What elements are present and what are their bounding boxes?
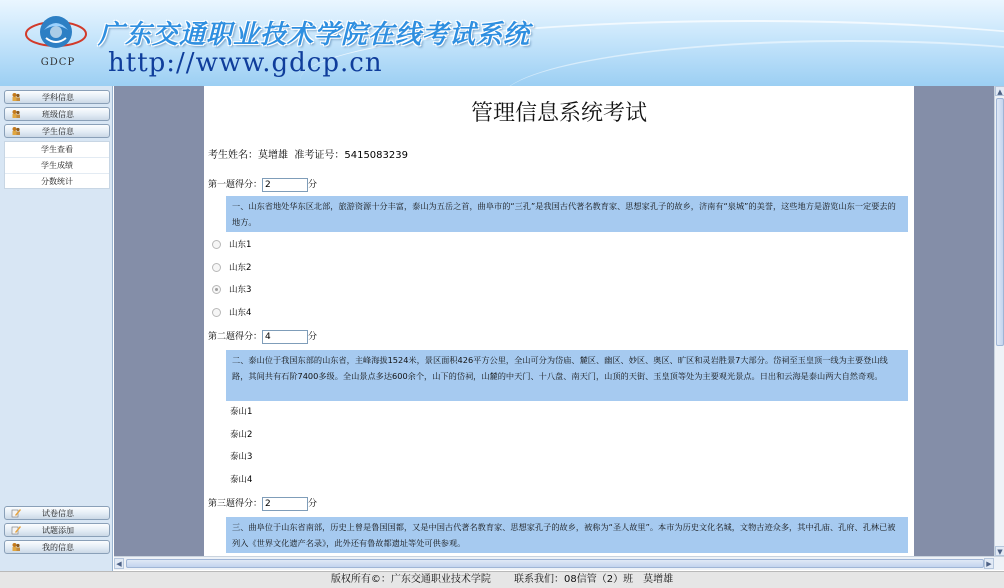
sidebar-item-class-info[interactable] xyxy=(4,107,110,121)
submenu-item-view-students[interactable]: 学生查看 xyxy=(5,142,109,158)
scroll-left-icon[interactable]: ◀ xyxy=(114,558,124,569)
question-2-score-row xyxy=(208,329,317,345)
question-2-option-1: 泰山1 xyxy=(230,407,253,417)
student-name: 莫增雄 xyxy=(258,150,288,161)
sidebar xyxy=(0,86,113,572)
student-info xyxy=(208,146,408,161)
score-label: 第二题得分： xyxy=(208,332,263,342)
student-name-label: 考生姓名： xyxy=(208,150,258,161)
sidebar-item-label: 我的信息 xyxy=(42,543,74,552)
question-1-option-4[interactable] xyxy=(212,306,251,320)
option-label: 山东3 xyxy=(229,285,252,295)
scroll-down-icon[interactable]: ▼ xyxy=(995,546,1004,556)
vertical-scroll-thumb[interactable] xyxy=(996,98,1004,346)
vertical-scrollbar[interactable] xyxy=(994,86,1004,556)
question-2-option-2: 泰山2 xyxy=(230,430,253,440)
radio-button-selected[interactable] xyxy=(212,285,221,294)
question-1-score-row xyxy=(208,177,317,193)
question-1-text: 一、山东省地处华东区北部，旅游资源十分丰富，泰山为五岳之首，曲阜市的“三孔”是我国古代著名教育家、思想家孔子的故乡，济南有“泉城”的美誉，这些地方是游览山东一定要去的地方。 xyxy=(226,196,908,232)
scroll-right-icon[interactable]: ▶ xyxy=(984,558,994,569)
sidebar-item-label: 学科信息 xyxy=(42,93,74,102)
question-1-option-3[interactable] xyxy=(212,283,251,297)
score-label: 第一题得分： xyxy=(208,180,263,190)
sidebar-item-add-question[interactable] xyxy=(4,523,110,537)
question-2-text: 二、泰山位于我国东部的山东省，主峰海拔1524米，景区面积426平方公里，全山可分为岱庙、麓区、幽区、妙区、奥区、旷区和灵岩胜景7大部分。岱祠至玉皇顶一线为主要登山线路，其间共有石阶7400多级。全山景点多达600余个，山下的岱祠，山麓的中天门、十八盘、南天门，山顶的天街、玉皇顶等处为主要观光景点。日出和云海是泰山两大自然奇观。 xyxy=(226,350,908,401)
question-2-option-3: 泰山3 xyxy=(230,452,253,462)
app-header xyxy=(0,0,1004,86)
logo-text: GDCP xyxy=(40,57,76,68)
option-label: 山东4 xyxy=(229,308,252,318)
radio-button[interactable] xyxy=(212,263,221,272)
question-3-score-input[interactable] xyxy=(262,497,308,511)
page-footer xyxy=(0,571,1004,588)
copyright-text: 版权所有©：广东交通职业技术学院 xyxy=(330,574,491,585)
sidebar-item-label: 学生信息 xyxy=(42,127,74,136)
horizontal-scroll-thumb[interactable] xyxy=(126,559,984,568)
question-3-score-row xyxy=(208,496,317,512)
question-2-score-input[interactable] xyxy=(262,330,308,344)
sidebar-item-my-info[interactable] xyxy=(4,540,110,554)
option-label: 山东1 xyxy=(229,240,252,250)
ticket-number-label: 准考证号： xyxy=(294,150,345,161)
student-submenu xyxy=(4,141,110,189)
sidebar-item-label: 试卷信息 xyxy=(42,509,74,518)
question-3-text: 三、曲阜位于山东省南部，历史上曾是鲁国国都，又是中国古代著名教育家、思想家孔子的故乡，被称为“圣人故里”。本市为历史文化名城，文物古迹众多，其中孔庙、孔府、孔林已被列入《世界文化遗产名录》，此外还有鲁故都遗址等处可供参观。 xyxy=(226,517,908,553)
question-1-option-2[interactable] xyxy=(212,261,251,275)
question-1-score-input[interactable] xyxy=(262,178,308,192)
option-label: 山东2 xyxy=(229,263,252,273)
exam-paper xyxy=(204,86,914,556)
submenu-item-student-scores[interactable]: 学生成绩 xyxy=(5,158,109,174)
sidebar-item-paper-info[interactable] xyxy=(4,506,110,520)
sidebar-item-student-info[interactable] xyxy=(4,124,110,138)
ticket-number: 5415083239 xyxy=(344,150,408,161)
score-unit: 分 xyxy=(308,499,318,509)
sidebar-item-label: 试题添加 xyxy=(42,526,74,535)
score-unit: 分 xyxy=(308,180,318,190)
sidebar-item-label: 班级信息 xyxy=(42,110,74,119)
score-unit: 分 xyxy=(308,332,318,342)
score-label: 第三题得分： xyxy=(208,499,263,509)
horizontal-scrollbar[interactable] xyxy=(114,556,1004,570)
scroll-up-icon[interactable]: ▲ xyxy=(995,86,1004,96)
exam-title: 管理信息系统考试 xyxy=(470,101,647,126)
site-url: http://www.gdcp.cn xyxy=(108,48,383,78)
question-2-option-4: 泰山4 xyxy=(230,475,253,485)
radio-button[interactable] xyxy=(212,240,221,249)
contact-text: 联系我们：08信管（2）班 莫增雄 xyxy=(514,574,674,585)
submenu-item-score-stats[interactable]: 分数统计 xyxy=(41,177,73,186)
radio-button[interactable] xyxy=(212,308,221,317)
main-content-frame xyxy=(114,86,994,556)
question-1-option-1[interactable] xyxy=(212,238,251,252)
app-title: 广东交通职业技术学院在线考试系统 xyxy=(98,20,531,50)
sidebar-item-subject-info[interactable] xyxy=(4,90,110,104)
